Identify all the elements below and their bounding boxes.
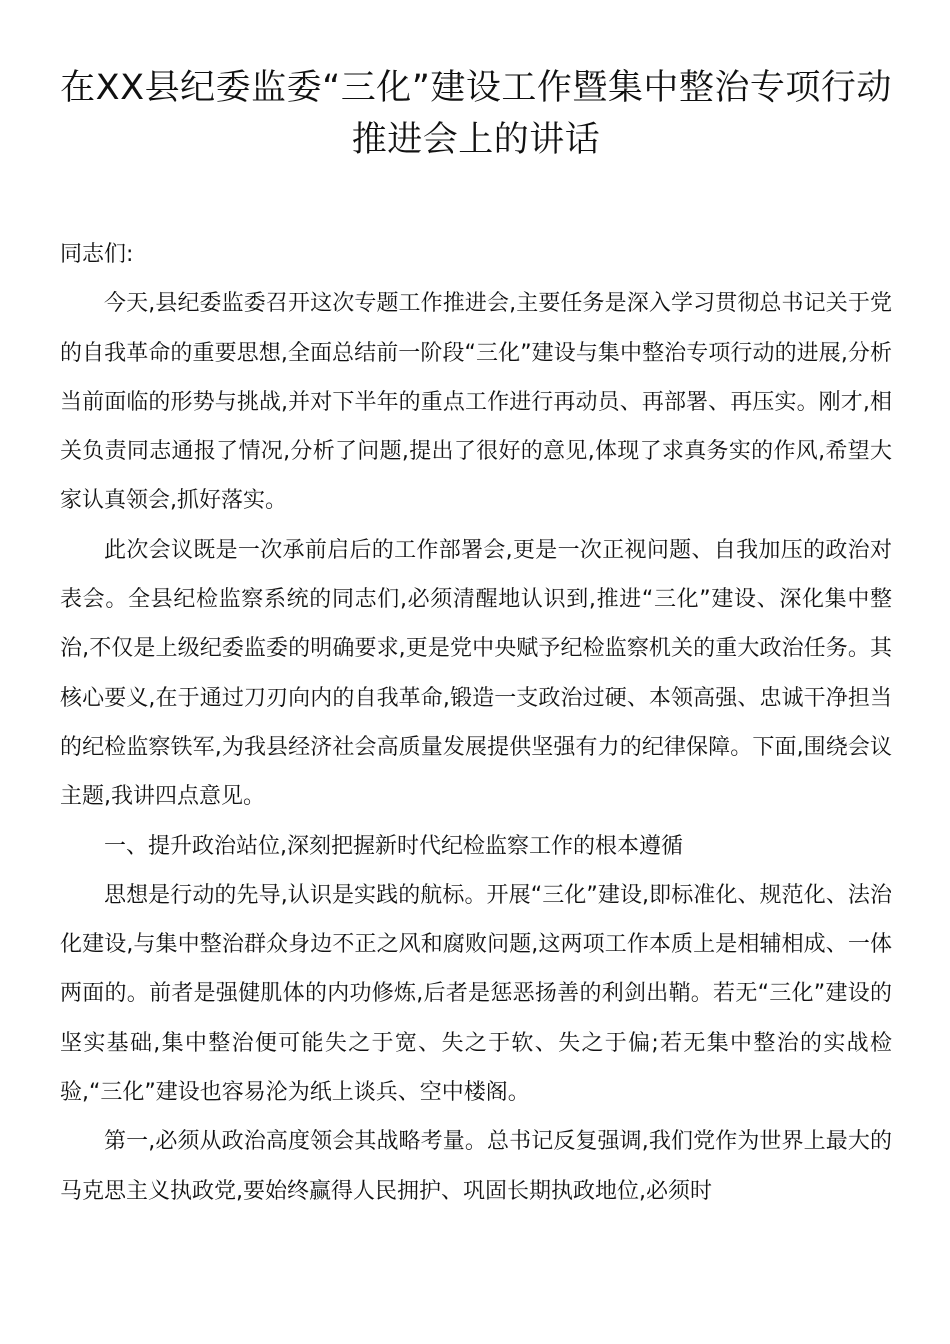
document-page (60, 62, 892, 1216)
salutation: 同志们: (60, 242, 134, 267)
document-title: 在XX县纪委监委“三化”建设工作暨集中整治专项行动推进会上的讲话 (60, 68, 892, 160)
paragraph-opening: 今天,县纪委监委召开这次专题工作推进会,主要任务是深入学习贯彻总书记关于党的自我革命的重要思想,全面总结前一阶段“三化”建设与集中整治专项行动的进展,分析当前面临的形势与挑战,并对下半年的重点工作进行再动员、再部署、再压实。刚才,相关负责同志通报了情况,分析了问题,提出了很好的意见,体现了求真务实的作风,希望大家认真领会,抓好落实。 (60, 291, 892, 514)
paragraph-first-point: 第一,必须从政治高度领会其战略考量。总书记反复强调,我们党作为世界上最大的马克思主义执政党,要始终赢得人民拥护、巩固长期执政地位,必须时 (60, 1129, 892, 1204)
document-body (60, 230, 892, 1216)
section-heading-1: 一、提升政治站位,深刻把握新时代纪检监察工作的根本遵循 (104, 833, 683, 859)
paragraph-meeting-significance: 此次会议既是一次承前启后的工作部署会,更是一次正视问题、自我加压的政治对表会。全县纪检监察系统的同志们,必须清醒地认识到,推进“三化”建设、深化集中整治,不仅是上级纪委监委的明确要求,更是党中央赋予纪检监察机关的重大政治任务。其核心要义,在于通过刀刃向内的自我革命,锻造一支政治过硬、本领高强、忠诚干净担当的纪检监察铁军,为我县经济社会高质量发展提供坚强有力的纪律保障。下面,围绕会议主题,我讲四点意见。 (60, 537, 892, 810)
paragraph-section-intro: 思想是行动的先导,认识是实践的航标。开展“三化”建设,即标准化、规范化、法治化建设,与集中整治群众身边不正之风和腐败问题,这两项工作本质上是相辅相成、一体两面的。前者是强健肌体的内功修炼,后者是惩恶扬善的利剑出鞘。若无“三化”建设的坚实基础,集中整治便可能失之于宽、失之于软、失之于偏;若无集中整治的实战检验,“三化”建设也容易沦为纸上谈兵、空中楼阁。 (60, 882, 892, 1106)
